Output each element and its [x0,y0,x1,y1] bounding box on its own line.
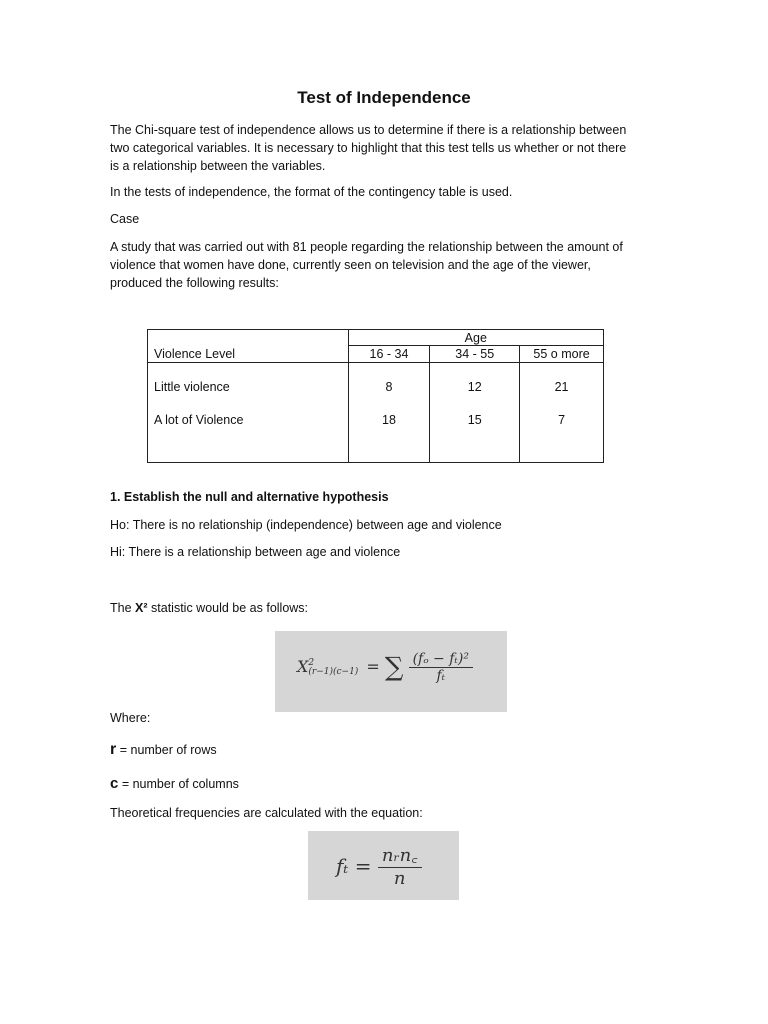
table-row [148,363,604,411]
formula-subscript: (r−1)(c−1) [308,666,359,677]
intro-line: two categorical variables. It is necessary to highlight that this test tells us whether or not there [110,141,627,155]
table-cell: 7 [520,411,604,429]
c-definition: = number of columns [121,777,239,791]
study-line: A study that was carried out with 81 people regarding the relationship between the amount of [110,240,623,254]
intro-paragraph [110,121,670,175]
study-paragraph [110,238,670,292]
table-row-label: A lot of Violence [148,411,349,429]
table-group-header: Age [348,330,603,346]
table-cell: 8 [348,363,430,411]
frequency-denominator: n [393,868,406,889]
frequency-formula [336,843,422,889]
statistic-sentence [110,599,670,617]
rows-definition [110,741,670,759]
study-line: violence that women have done, currently seen on television and the age of the viewer, [110,258,591,272]
formula-superscript: 2 [308,657,315,668]
theoretical-note: Theoretical frequencies are calculated with the equation: [110,806,423,820]
where-label: Where: [110,711,151,725]
r-symbol: r [110,741,117,758]
frequency-formula-box [308,831,459,900]
chi-square-symbol: X² [135,601,148,615]
table-column-header: 55 o more [520,346,604,363]
table-cell: 12 [430,363,520,411]
table-column-header: 34 - 55 [430,346,520,363]
sigma-symbol: ∑ [384,652,404,683]
page-title: Test of Independence [297,88,471,107]
frequency-lhs: fₜ [336,854,349,878]
table-row-label: Little violence [148,363,349,411]
case-heading: Case [110,212,140,226]
table-column-header: 16 - 34 [348,346,430,363]
r-definition: = number of rows [119,743,217,757]
intro-line: is a relationship between the variables. [110,159,326,173]
statistic-suffix: statistic would be as follows: [151,601,309,615]
study-line: produced the following results: [110,276,279,290]
columns-definition [110,775,670,793]
null-hypothesis: Ho: There is no relationship (independence) between age and violence [110,518,502,532]
step1-heading: 1. Establish the null and alternative hypothesis [110,490,389,504]
c-symbol: c [110,775,119,792]
formula-denominator: fₜ [436,668,446,684]
chi-square-formula [297,651,473,684]
table-corner-cell [148,330,349,346]
formula-equals: = [366,657,380,676]
format-note: In the tests of independence, the format of the contingency table is used. [110,185,513,199]
table-cell: 18 [348,411,430,429]
table-row [148,411,604,429]
contingency-table [147,329,604,463]
table-cell: 21 [520,363,604,411]
frequency-numerator: nᵣn꜀ [378,843,422,868]
alternative-hypothesis: Hi: There is a relationship between age and violence [110,545,401,559]
chi-square-formula-box [275,631,507,712]
formula-numerator: (fₒ − fₜ)² [409,651,473,668]
intro-line: The Chi-square test of independence allows us to determine if there is a relationship between [110,123,627,137]
statistic-prefix: The [110,601,132,615]
table-cell: 15 [430,411,520,429]
frequency-equals: = [354,854,372,878]
formula-lhs: X [297,657,309,676]
table-row-header: Violence Level [148,346,349,363]
